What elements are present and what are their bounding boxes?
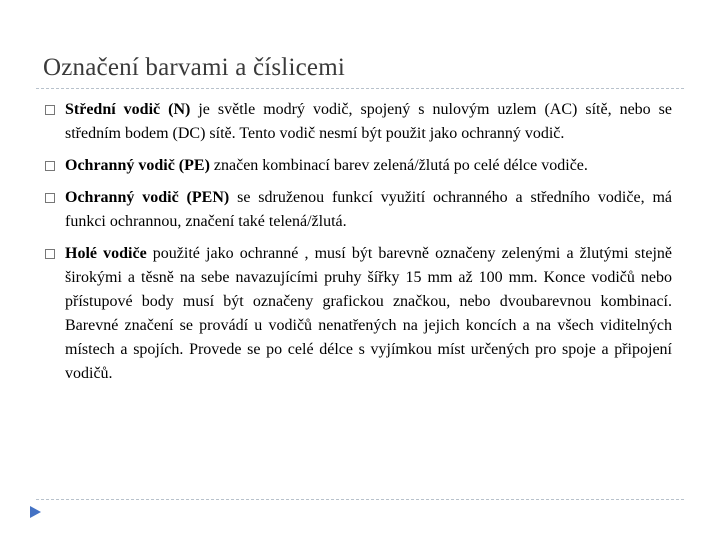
bullet-term: Ochranný vodič (PE): [65, 157, 210, 174]
play-triangle-icon[interactable]: [28, 505, 42, 519]
bullet-text: je světle modrý vodič, spojený s nulovým uzlem (AC) sítě, nebo se středním bodem (DC) sítě. Tento vodič nesmí být použit jako ochranný vodič.: [65, 101, 673, 142]
bullet-item-protective-conductor-pe: [43, 154, 672, 178]
bullet-list: [43, 98, 672, 394]
square-bullet-icon: [45, 249, 55, 259]
title-divider: [36, 88, 684, 89]
bullet-term: Holé vodiče: [65, 245, 147, 262]
footer-divider: [36, 499, 684, 500]
bullet-text: se sdruženou funkcí využití ochranného a středního vodiče, má funkci ochrannou, značení také telená/žlutá.: [65, 189, 673, 230]
bullet-item-protective-conductor-pen: [43, 186, 672, 234]
bullet-text: použité jako ochranné , musí být barevně označeny zelenými a žlutými stejně širokými a těsně na sebe navazujícími pruhy šířky 15 mm až 100 mm. Konce vodičů nebo přístupové body musí být označeny grafickou značkou, nebo dvoubarevnou kombinací. Barevné značení se provádí u vodičů nenatřených na jejich koncích a na všech viditelných místech a spojích. Provede se po celé délce s vyjímkou míst určených pro spoje a připojení vodičů.: [65, 245, 672, 382]
slide-title: Označení barvami a číslicemi: [43, 54, 345, 81]
square-bullet-icon: [45, 161, 55, 171]
bullet-term: Ochranný vodič (PEN): [65, 189, 230, 206]
bullet-item-bare-conductors: [43, 242, 672, 386]
square-bullet-icon: [45, 193, 55, 203]
bullet-item-neutral-conductor: [43, 98, 672, 146]
bullet-term: Střední vodič (N): [65, 101, 191, 118]
square-bullet-icon: [45, 105, 55, 115]
bullet-text: značen kombinací barev zelená/žlutá po celé délce vodiče.: [209, 157, 588, 174]
